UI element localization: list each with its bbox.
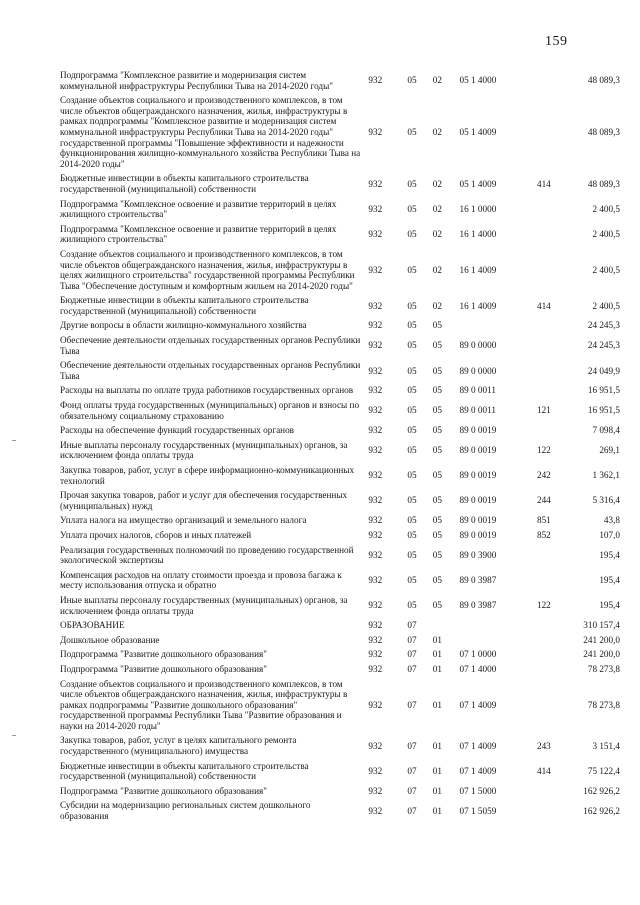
row-name: Расходы на обеспечение функций государственных органов — [60, 425, 295, 436]
row-subsection-code: 05 — [432, 470, 442, 481]
row-subsection-code: 05 — [432, 495, 442, 506]
row-amount: 78 273,8 — [587, 663, 620, 674]
row-ved-code: 932 — [368, 405, 383, 416]
row-target-article — [450, 633, 529, 648]
row-section-code: 05 — [407, 264, 417, 275]
row-ved-code: 932 — [368, 600, 383, 611]
row-target-article: 05 1 4009 — [459, 178, 497, 189]
row-target-article: 16 1 4009 — [459, 264, 497, 275]
row-name: Подпрограмма "Развитие дошкольного образования" — [60, 649, 267, 660]
row-amount: 75 122,4 — [587, 765, 620, 776]
row-ved-code: 932 — [368, 445, 383, 456]
row-ved-code: 932 — [368, 649, 383, 660]
row-subsection-code: 05 — [432, 549, 442, 560]
row-name: Другие вопросы в области жилищно-коммунального хозяйства — [60, 320, 307, 331]
row-ved-code: 932 — [368, 805, 383, 816]
row-subsection-code: 02 — [432, 178, 442, 189]
row-subsection-code: 02 — [432, 75, 442, 86]
table-row — [60, 293, 620, 318]
row-name: Компенсация расходов на оплату стоимости проезда и провоза багажа к месту использования отпуска и обратно — [60, 569, 342, 591]
row-subsection-code: 01 — [432, 805, 442, 816]
row-amount: 1 362,1 — [592, 470, 620, 481]
table-row — [60, 68, 620, 93]
row-expense-type — [529, 784, 559, 799]
row-section-code: 07 — [407, 785, 417, 796]
row-ved-code: 932 — [368, 203, 383, 214]
row-expense-type — [529, 662, 559, 677]
row-amount: 48 089,3 — [587, 75, 620, 86]
row-amount: 48 089,3 — [587, 178, 620, 189]
row-ved-code: 932 — [368, 75, 383, 86]
row-target-article: 07 1 4009 — [459, 699, 497, 710]
row-ved-code: 932 — [368, 620, 383, 631]
row-name: Бюджетные инвестиции в объекты капитального строительства государственной (муниципальной) собственности — [60, 295, 309, 316]
row-target-article: 16 1 4009 — [459, 300, 497, 311]
row-expense-type: 852 — [536, 529, 551, 540]
row-target-article: 89 0 3987 — [459, 600, 497, 611]
row-name: Дошкольное образование — [60, 634, 160, 645]
row-expense-type — [529, 222, 559, 247]
row-expense-type: 851 — [536, 515, 551, 526]
row-ved-code: 932 — [368, 178, 383, 189]
row-name: Прочая закупка товаров, работ и услуг для обеспечения государственных (муниципальных) нужд — [60, 490, 348, 511]
row-name: Обеспечение деятельности отдельных государственных органов Республики Тыва — [60, 335, 361, 356]
row-section-code: 05 — [407, 470, 417, 481]
page-number: 159 — [545, 34, 568, 49]
row-name: Фонд оплаты труда государственных (муниципальных) органов и взносы по обязательному социальному страхованию — [60, 400, 360, 421]
row-ved-code: 932 — [368, 264, 383, 275]
row-section-code: 05 — [407, 75, 417, 86]
row-subsection-code: 01 — [432, 785, 442, 796]
table-row — [60, 618, 620, 633]
table-row — [60, 528, 620, 543]
row-subsection-code: 05 — [432, 425, 442, 436]
row-amount: 162 926,2 — [583, 805, 620, 816]
row-amount: 310 157,4 — [583, 620, 620, 631]
row-expense-type: 122 — [536, 600, 551, 611]
row-amount: 241 200,0 — [583, 634, 620, 645]
table-row — [60, 93, 620, 171]
table-row — [60, 568, 620, 593]
row-expense-type — [529, 333, 559, 358]
table-row — [60, 318, 620, 333]
row-expense-type — [529, 68, 559, 93]
row-ved-code: 932 — [368, 495, 383, 506]
row-section-code: 05 — [407, 575, 417, 586]
row-expense-type: 242 — [536, 470, 551, 481]
row-target-article: 89 0 0019 — [459, 425, 497, 436]
row-name: Субсидии на модернизацию региональных систем дошкольного образования — [60, 800, 311, 822]
row-ved-code: 932 — [368, 385, 383, 396]
row-ved-code: 932 — [368, 126, 383, 137]
row-subsection-code: 02 — [432, 126, 442, 137]
row-name: Иные выплаты персоналу государственных (муниципальных) органов, за исключением фонда оплаты труда — [60, 439, 348, 461]
row-subsection-code: 05 — [432, 405, 442, 416]
row-section-code: 07 — [407, 620, 417, 631]
row-target-article: 16 1 0000 — [459, 203, 497, 214]
row-amount: 24 245,3 — [587, 320, 620, 331]
row-expense-type: 414 — [536, 300, 551, 311]
row-subsection-code: 05 — [432, 385, 442, 396]
table-row — [60, 358, 620, 383]
row-amount: 195,4 — [599, 600, 620, 611]
row-subsection-code: 01 — [432, 699, 442, 710]
row-ved-code: 932 — [368, 320, 383, 331]
row-target-article: 89 0 0000 — [459, 365, 497, 376]
row-expense-type — [529, 633, 559, 648]
row-amount: 2 400,5 — [592, 229, 620, 240]
row-amount: 16 951,5 — [587, 385, 620, 396]
row-ved-code: 932 — [368, 515, 383, 526]
row-name: ОБРАЗОВАНИЕ — [60, 620, 125, 631]
row-section-code: 05 — [407, 495, 417, 506]
row-ved-code: 932 — [368, 229, 383, 240]
row-section-code: 05 — [407, 126, 417, 137]
row-target-article: 16 1 4000 — [459, 229, 497, 240]
row-subsection-code: 05 — [432, 445, 442, 456]
row-section-code: 05 — [407, 340, 417, 351]
table-row — [60, 423, 620, 438]
row-subsection-code: 02 — [432, 229, 442, 240]
row-name: Подпрограмма "Комплексное освоение и развитие территорий в целях жилищного строительства" — [60, 198, 337, 220]
table-row — [60, 513, 620, 528]
row-ved-code: 932 — [368, 529, 383, 540]
row-name: Бюджетные инвестиции в объекты капитального строительства государственной (муниципальной) собственности — [60, 173, 309, 194]
row-expense-type — [529, 358, 559, 383]
row-name: Подпрограмма "Развитие дошкольного образования" — [60, 785, 267, 796]
row-expense-type — [529, 423, 559, 438]
row-ved-code: 932 — [368, 699, 383, 710]
row-target-article: 07 1 5059 — [459, 805, 497, 816]
row-target-article — [450, 618, 529, 633]
row-name: Создание объектов социального и производственного комплексов, в том числе объектов общегражданского назначения, жилья, инфраструктуры в рамках подпрограммы "Комплексное развитие и модернизация систем коммунальной инфраструктуры Республики Тыва на 2014-2020 годы" государственной программы "Повышение эффективности и надежности функционирования жилищно-коммунального хозяйства Республики Тыва на 2014-2020 годы" — [60, 95, 361, 169]
row-ved-code: 932 — [368, 634, 383, 645]
row-amount: 24 245,3 — [587, 340, 620, 351]
row-expense-type: 244 — [536, 495, 551, 506]
row-section-code: 05 — [407, 320, 417, 331]
row-ved-code: 932 — [368, 425, 383, 436]
row-target-article: 89 0 0011 — [459, 385, 496, 396]
row-amount: 5 316,4 — [592, 495, 620, 506]
table-row — [60, 677, 620, 734]
row-name: Закупка товаров, работ, услуг в сфере информационно-коммуникационных технологий — [60, 465, 355, 486]
budget-table-body — [60, 68, 620, 824]
row-section-code: 07 — [407, 663, 417, 674]
row-section-code: 05 — [407, 229, 417, 240]
row-target-article: 07 1 5000 — [459, 785, 497, 796]
row-expense-type: 414 — [536, 765, 551, 776]
row-subsection-code: 05 — [432, 340, 442, 351]
row-name: Реализация государственных полномочий по проведению государственной экологической экспертизы — [60, 544, 354, 566]
table-row — [60, 798, 620, 823]
row-name: Подпрограмма "Комплексное освоение и развитие территорий в целях жилищного строительства" — [60, 223, 337, 245]
row-target-article: 07 1 0000 — [459, 649, 497, 660]
row-name: Обеспечение деятельности отдельных государственных органов Республики Тыва — [60, 360, 361, 381]
row-expense-type — [529, 568, 559, 593]
row-amount: 78 273,8 — [587, 699, 620, 710]
row-expense-type — [529, 383, 559, 398]
row-section-code: 05 — [407, 445, 417, 456]
row-section-code: 05 — [407, 515, 417, 526]
row-amount: 195,4 — [599, 549, 620, 560]
row-amount: 241 200,0 — [583, 649, 620, 660]
row-name: Подпрограмма "Развитие дошкольного образования" — [60, 663, 267, 674]
table-row — [60, 333, 620, 358]
row-section-code: 07 — [407, 634, 417, 645]
row-name: Расходы на выплаты по оплате труда работников государственных органов — [60, 385, 354, 396]
row-section-code: 05 — [407, 405, 417, 416]
row-amount: 43,8 — [603, 515, 620, 526]
row-expense-type — [529, 647, 559, 662]
table-row — [60, 463, 620, 488]
row-expense-type — [529, 543, 559, 568]
row-amount: 2 400,5 — [592, 300, 620, 311]
row-section-code: 05 — [407, 300, 417, 311]
row-target-article: 89 0 0000 — [459, 340, 497, 351]
table-row — [60, 488, 620, 513]
row-section-code: 05 — [407, 549, 417, 560]
row-amount: 107,0 — [599, 529, 620, 540]
table-row — [60, 171, 620, 196]
row-name: Бюджетные инвестиции в объекты капитального строительства государственной (муниципальной) собственности — [60, 760, 309, 782]
row-amount: 16 951,5 — [587, 405, 620, 416]
row-name: Закупка товаров, работ, услуг в целях капитального ремонта государственного (муниципального) имущества — [60, 735, 297, 757]
row-target-article: 89 0 3900 — [459, 549, 497, 560]
row-target-article: 89 0 0019 — [459, 470, 497, 481]
row-amount: 2 400,5 — [592, 264, 620, 275]
row-ved-code: 932 — [368, 365, 383, 376]
row-ved-code: 932 — [368, 340, 383, 351]
row-section-code: 07 — [407, 765, 417, 776]
row-subsection-code: 05 — [432, 529, 442, 540]
row-amount: 195,4 — [599, 575, 620, 586]
table-row — [60, 647, 620, 662]
table-row — [60, 759, 620, 784]
row-target-article: 89 0 0019 — [459, 529, 497, 540]
row-expense-type: 122 — [536, 445, 551, 456]
row-subsection-code: 01 — [432, 740, 442, 751]
row-subsection-code: 05 — [432, 515, 442, 526]
row-subsection-code: 05 — [432, 320, 442, 331]
row-amount: 2 400,5 — [592, 203, 620, 214]
row-ved-code: 932 — [368, 470, 383, 481]
row-expense-type: 414 — [536, 178, 551, 189]
row-name: Уплата прочих налогов, сборов и иных платежей — [60, 529, 252, 540]
row-expense-type — [529, 93, 559, 171]
row-subsection-code — [425, 618, 449, 633]
row-expense-type — [529, 618, 559, 633]
row-ved-code: 932 — [368, 575, 383, 586]
row-amount: 162 926,2 — [583, 785, 620, 796]
row-amount: 3 151,4 — [592, 740, 620, 751]
row-ved-code: 932 — [368, 785, 383, 796]
row-target-article: 07 1 4009 — [459, 740, 497, 751]
row-ved-code: 932 — [368, 740, 383, 751]
row-target-article: 89 0 0019 — [459, 515, 497, 526]
row-section-code: 07 — [407, 699, 417, 710]
row-ved-code: 932 — [368, 663, 383, 674]
table-row — [60, 197, 620, 222]
row-subsection-code: 01 — [432, 634, 442, 645]
table-row — [60, 662, 620, 677]
margin-mark — [12, 440, 16, 441]
row-expense-type — [529, 798, 559, 823]
row-section-code: 05 — [407, 365, 417, 376]
row-amount: 24 049,9 — [587, 365, 620, 376]
row-amount: 269,1 — [599, 445, 620, 456]
row-target-article: 05 1 4009 — [459, 126, 497, 137]
row-expense-type — [529, 677, 559, 734]
row-name: Иные выплаты персоналу государственных (муниципальных) органов, за исключением фонда оплаты труда — [60, 594, 348, 616]
row-subsection-code: 05 — [432, 365, 442, 376]
table-row — [60, 633, 620, 648]
row-subsection-code: 01 — [432, 663, 442, 674]
row-expense-type: 121 — [536, 405, 551, 416]
table-row — [60, 438, 620, 463]
row-section-code: 05 — [407, 600, 417, 611]
budget-table — [60, 68, 620, 824]
row-expense-type: 243 — [536, 740, 551, 751]
row-expense-type — [529, 318, 559, 333]
row-section-code: 07 — [407, 740, 417, 751]
row-subsection-code: 02 — [432, 264, 442, 275]
table-row — [60, 543, 620, 568]
row-target-article: 89 0 3987 — [459, 575, 497, 586]
row-subsection-code: 05 — [432, 600, 442, 611]
row-expense-type — [529, 247, 559, 293]
table-row — [60, 733, 620, 758]
table-row — [60, 593, 620, 618]
row-section-code: 05 — [407, 385, 417, 396]
row-target-article: 89 0 0011 — [459, 405, 496, 416]
row-subsection-code: 02 — [432, 203, 442, 214]
row-target-article: 89 0 0019 — [459, 495, 497, 506]
row-subsection-code: 05 — [432, 575, 442, 586]
row-section-code: 05 — [407, 203, 417, 214]
row-target-article: 05 1 4000 — [459, 75, 497, 86]
row-target-article: 07 1 4009 — [459, 765, 497, 776]
table-row — [60, 398, 620, 423]
row-name: Подпрограмма "Комплексное развитие и модернизация систем коммунальной инфраструктуры Республики Тыва на 2014-2020 годы" — [60, 70, 334, 91]
row-ved-code: 932 — [368, 549, 383, 560]
margin-mark — [12, 735, 16, 736]
row-section-code: 05 — [407, 178, 417, 189]
row-subsection-code: 02 — [432, 300, 442, 311]
row-target-article: 07 1 4000 — [459, 663, 497, 674]
row-ved-code: 932 — [368, 300, 383, 311]
row-section-code: 05 — [407, 425, 417, 436]
row-section-code: 05 — [407, 529, 417, 540]
row-amount: 7 098,4 — [592, 425, 620, 436]
row-expense-type — [529, 197, 559, 222]
table-row — [60, 222, 620, 247]
row-subsection-code: 01 — [432, 765, 442, 776]
table-row — [60, 247, 620, 293]
row-target-article — [450, 318, 529, 333]
table-row — [60, 383, 620, 398]
row-name: Создание объектов социального и производственного комплексов, в том числе объектов общегражданского назначения, жилья, инфраструктуры в рамках подпрограммы "Развитие дошкольного образования" государственной программы Республики Тыва "Развитие образования и науки на 2014-2020 годы" — [60, 678, 348, 731]
row-name: Уплата налога на имущество организаций и земельного налога — [60, 515, 307, 526]
row-amount: 48 089,3 — [587, 126, 620, 137]
row-section-code: 07 — [407, 649, 417, 660]
row-target-article: 89 0 0019 — [459, 445, 497, 456]
row-section-code: 07 — [407, 805, 417, 816]
row-name: Создание объектов социального и производственного комплексов, в том числе объектов общегражданского назначения, жилья, инфраструктуры в целях жилищного строительства" государственной программы Республики Тыва "Обеспечение доступным и комфортным жильем на 2014-2020 годы" — [60, 248, 355, 291]
table-row — [60, 784, 620, 799]
row-ved-code: 932 — [368, 765, 383, 776]
row-subsection-code: 01 — [432, 649, 442, 660]
